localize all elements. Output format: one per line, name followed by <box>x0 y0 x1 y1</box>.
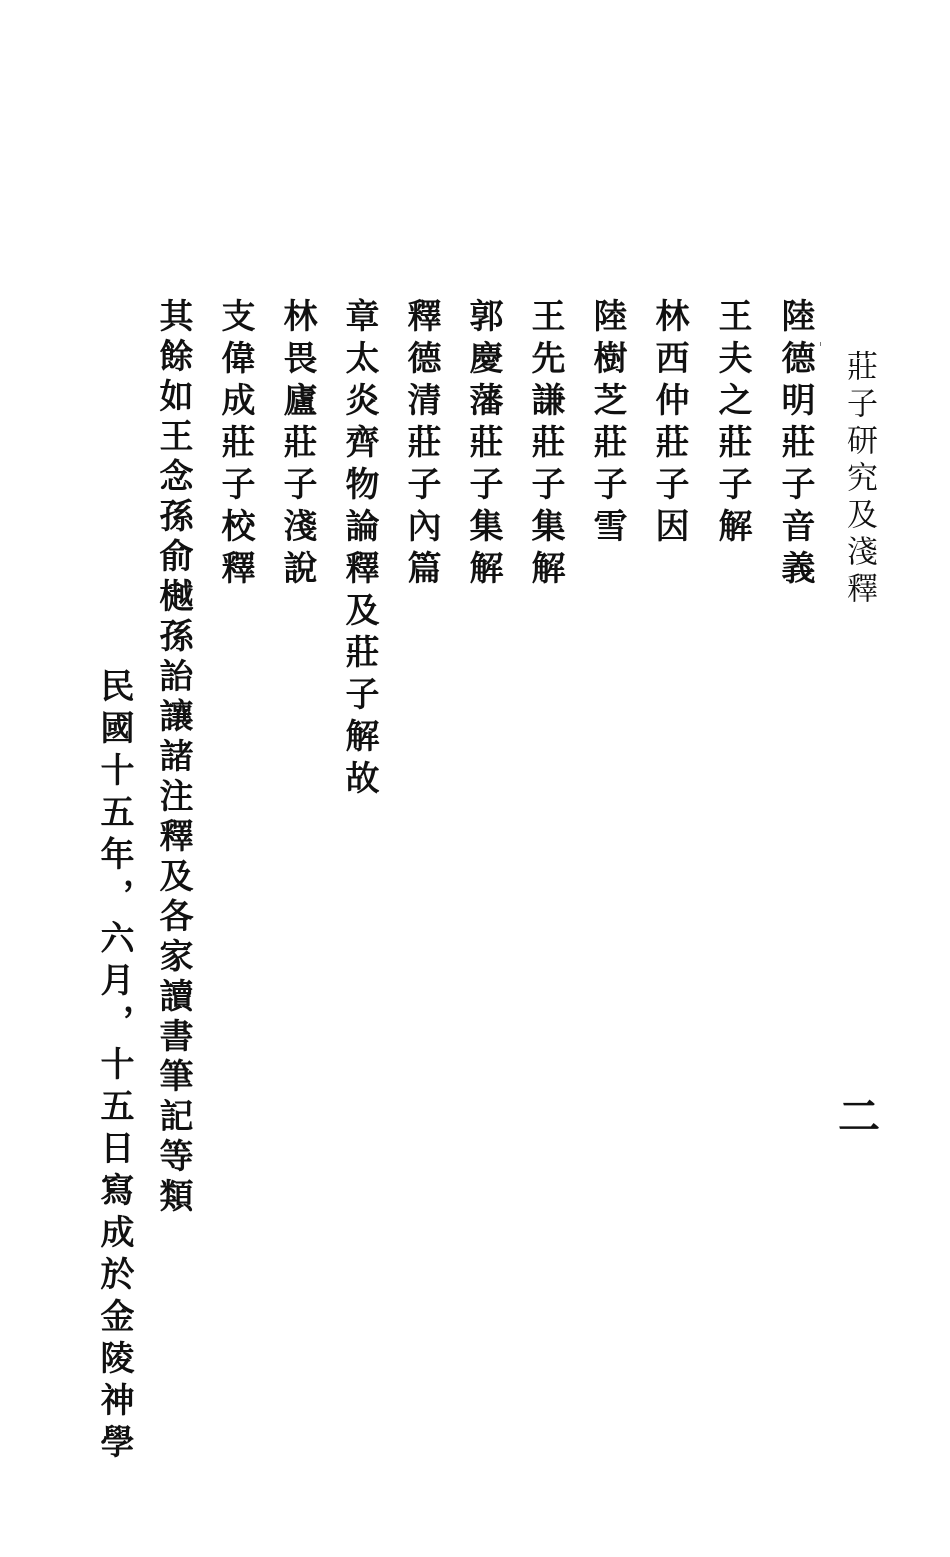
date-line: 民國十五年，六月，十五日寫成於金陵神學 <box>94 668 134 1466</box>
reference-entry-10: 支偉成莊子校釋 <box>215 298 255 592</box>
reference-entry-7: 釋德清莊子內篇 <box>401 298 441 592</box>
reference-entry-9: 林畏廬莊子淺說 <box>277 298 317 592</box>
reference-entry-2: 王夫之莊子解 <box>712 298 752 550</box>
reference-entry-4: 陸樹芝莊子雪 <box>587 298 627 550</box>
reference-entry-5: 王先謙莊子集解 <box>525 298 565 592</box>
reference-entry-3: 林西仲莊子因 <box>649 298 689 550</box>
divider-mark <box>820 342 821 346</box>
reference-entry-8: 章太炎齊物論釋及莊子解故 <box>339 298 379 802</box>
page-number: 二 <box>838 1092 881 1141</box>
page-title: 莊子研究及淺釋 <box>841 350 877 609</box>
reference-entry-6: 郭慶藩莊子集解 <box>463 298 503 592</box>
reference-entry-11: 其餘如王念孫俞樾孫詒讓諸注釋及各家讀書筆記等類 <box>153 298 193 1218</box>
reference-entry-1: 陸德明莊子音義 <box>775 298 815 592</box>
